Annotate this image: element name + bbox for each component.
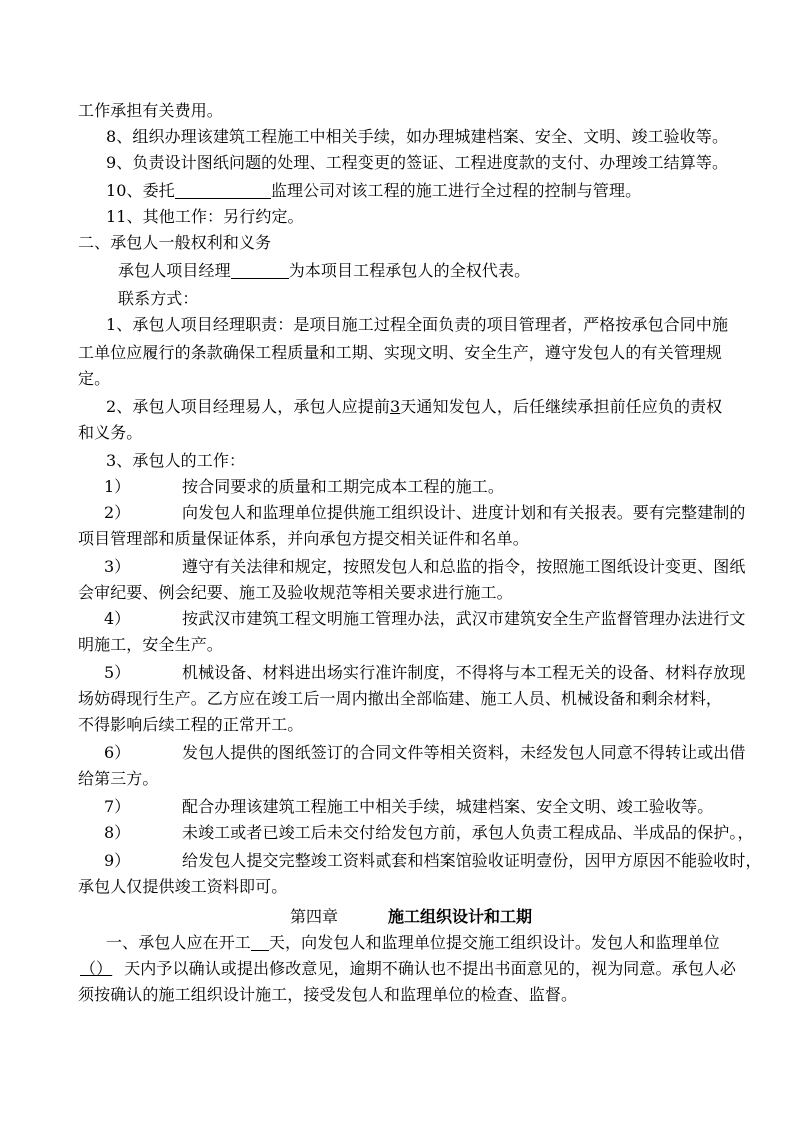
list-item xyxy=(104,740,746,766)
item-number: 4） xyxy=(104,609,131,628)
text-line xyxy=(118,286,199,312)
line-text: 和义务。 xyxy=(78,423,143,442)
line-text: 9、负责设计图纸问题的处理、工程变更的签证、工程进度款的支付、办理竣工结算等。 xyxy=(106,153,729,172)
line-text: 须按确认的施工组织设计施工，接受发包人和监理单位的检查、监督。 xyxy=(78,985,578,1004)
text-line xyxy=(78,982,577,1008)
line-text: 天 xyxy=(268,933,286,952)
line-text: 发包人提供的图纸签订的合同文件等相关资料，未经发包人同意不得转让或出借 xyxy=(182,743,746,762)
item-number: 1） xyxy=(104,477,131,496)
blank-underline xyxy=(231,260,289,279)
chapter-number: 第四章 xyxy=(290,907,339,926)
line-text: 承包人项目经理 xyxy=(118,261,231,280)
line-text: 不得影响后续工程的正常开工。 xyxy=(78,715,304,734)
chapter-title: 施工组织设计和工期 xyxy=(388,907,533,926)
list-item xyxy=(104,554,746,580)
item-number: 3） xyxy=(104,557,131,576)
text-line xyxy=(106,204,304,230)
line-text: 11、其他工作：另行约定。 xyxy=(106,207,304,226)
text-line xyxy=(78,526,529,552)
review-days-blank: （） xyxy=(80,959,113,978)
blank-underline xyxy=(251,932,269,951)
line-text: 明施工，安全生产。 xyxy=(78,635,223,654)
line-text: 为本项目工程承包人的全权代表。 xyxy=(288,261,531,280)
line-text: 一、承包人应在开工 xyxy=(106,933,251,952)
line-text: 配合办理该建筑工程施工中相关手续，城建档案、安全文明、竣工验收等。 xyxy=(182,797,714,816)
text-line xyxy=(106,124,728,150)
text-line xyxy=(78,712,303,738)
line-text: 2、承包人项目经理易人，承包人应提前 xyxy=(106,397,390,416)
line-text: 向发包人和监理单位提供施工组织设计、进度计划和有关报表。要有完整建制的 xyxy=(182,503,746,522)
text-line xyxy=(78,632,223,658)
line-text: 二、承包人一般权利和义务 xyxy=(78,233,272,252)
text-line xyxy=(78,340,722,366)
line-text: ，向发包人和监理单位提交施工组织设计。发包人和监理单位 xyxy=(285,933,720,952)
line-text: 按武汉市建筑工程文明施工管理办法，武汉市建筑安全生产监督管理办法进行文 xyxy=(182,609,746,628)
list-item xyxy=(104,848,762,874)
line-text: 会审纪要、例会纪要、施工及验收规范等相关要求进行施工。 xyxy=(78,583,513,602)
text-line xyxy=(118,258,530,284)
list-item xyxy=(104,474,504,500)
text-line xyxy=(78,956,736,982)
line-text: 承包人仅提供竣工资料即可。 xyxy=(78,877,288,896)
list-item xyxy=(104,660,746,686)
list-item xyxy=(104,794,713,820)
line-text: 1、承包人项目经理职责：是项目施工过程全面负责的项目管理者，严格按承包合同中施 xyxy=(106,315,729,334)
line-text: 遵守有关法律和规定，按照发包人和总监的指令，按照施工图纸设计变更、图纸 xyxy=(182,557,746,576)
item-number: 7） xyxy=(104,797,131,816)
text-line xyxy=(78,686,722,712)
line-text: 8、组织办理该建筑工程施工中相关手续，如办理城建档案、安全、文明、竣工验收等。 xyxy=(106,127,729,146)
list-item xyxy=(104,606,746,632)
line-text: 机械设备、材料进出场实行准许制度，不得将与本工程无关的设备、材料存放现 xyxy=(182,663,746,682)
text-line xyxy=(78,580,513,606)
text-line xyxy=(78,874,287,900)
text-line xyxy=(78,420,142,446)
text-line xyxy=(106,448,245,474)
text-line xyxy=(106,312,728,338)
item-number: 9） xyxy=(104,851,131,870)
line-text: 定。 xyxy=(78,369,111,388)
line-text: 给发包人提交完整竣工资料贰套和档案馆验收证明壹份，因甲方原因不能验收时， xyxy=(182,851,762,870)
blank-underline xyxy=(175,180,271,199)
item-number: 5） xyxy=(104,663,131,682)
item-number: 6） xyxy=(104,743,131,762)
section-heading xyxy=(78,230,271,256)
list-item xyxy=(104,820,754,846)
line-text: 未竣工或者已竣工后未交付给发包方前，承包人负责工程成品、半成品的保护。， xyxy=(182,823,754,842)
text-line xyxy=(78,766,159,792)
line-text: 给第三方。 xyxy=(78,769,159,788)
line-text: 项目管理部和质量保证体系，并向承包方提交相关证件和名单。 xyxy=(78,529,529,548)
item-number: 8） xyxy=(104,823,131,842)
text-line xyxy=(106,394,722,420)
line-text: 3、承包人的工作： xyxy=(106,451,246,470)
line-text: 联系方式： xyxy=(118,289,199,308)
notice-days-value: 3 xyxy=(389,397,401,416)
text-line xyxy=(78,98,223,124)
line-text: 天内予以确认或提出修改意见，逾期不确认也不提出书面意见的，视为同意。承包人必 xyxy=(124,959,737,978)
line-text: 工单位应履行的条款确保工程质量和工期、实现文明、安全生产，遵守发包人的有关管理规 xyxy=(78,343,723,362)
text-line xyxy=(106,930,720,956)
line-text: 场妨碍现行生产。乙方应在竣工后一周内撤出全部临建、施工人员、机械设备和剩余材料， xyxy=(78,689,723,708)
line-text: 按合同要求的质量和工期完成本工程的施工。 xyxy=(182,477,505,496)
text-line xyxy=(106,178,641,204)
list-item xyxy=(104,500,746,526)
line-text: 天通知发包人，后任继续承担前任应负的责权 xyxy=(400,397,723,416)
line-text: 10、委托 xyxy=(106,181,175,200)
text-line xyxy=(78,366,110,392)
item-number: 2） xyxy=(104,503,131,522)
line-text: 工作承担有关费用。 xyxy=(78,101,223,120)
line-text: 监理公司对该工程的施工进行全过程的控制与管理。 xyxy=(270,181,642,200)
text-line xyxy=(106,150,728,176)
